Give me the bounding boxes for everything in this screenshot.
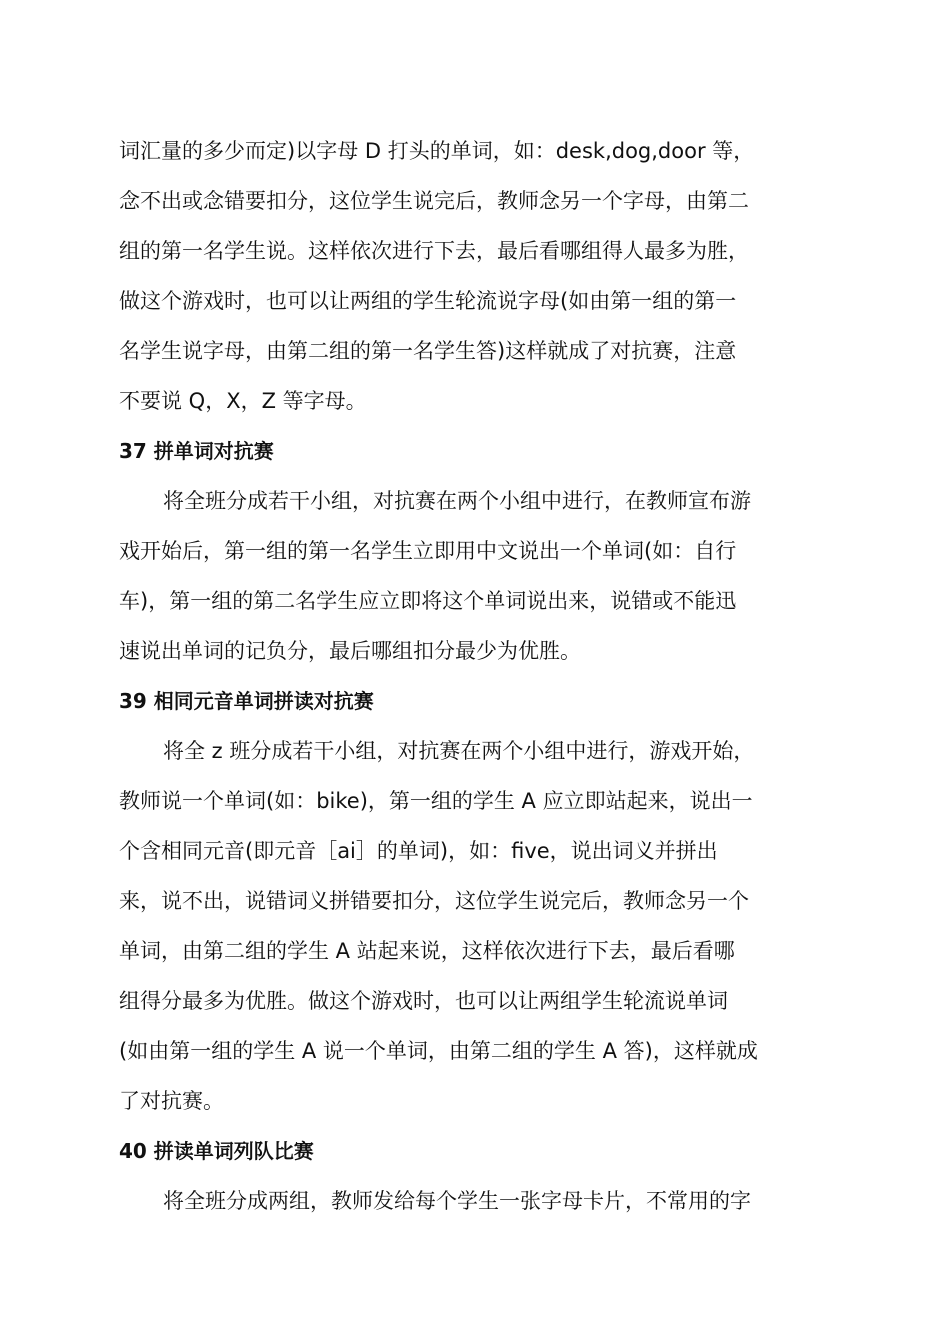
text-line: 将全班分成两组，教师发给每个学生一张字母卡片，不常用的字: [163, 1189, 751, 1213]
document-body: [119, 126, 791, 1226]
text-line: 单词，由第二组的学生 A 站起来说，这样依次进行下去，最后看哪: [119, 939, 735, 963]
text-line: 将全 z 班分成若干小组，对抗赛在两个小组中进行，游戏开始，: [163, 739, 755, 763]
paragraph-37: [119, 476, 791, 676]
text-line: 组的第一名学生说。这样依次进行下去，最后看哪组得人最多为胜，: [119, 239, 749, 263]
text-line: 来，说不出，说错词义拼错要扣分，这位学生说完后，教师念另一个: [119, 889, 749, 913]
paragraph-continuation: [119, 126, 791, 426]
text-line: 戏开始后，第一组的第一名学生立即用中文说出一个单词(如：自行: [119, 539, 737, 563]
text-line: 教师说一个单词(如：bike)，第一组的学生 A 应立即站起来，说出一: [119, 789, 753, 813]
text-line: 将全班分成若干小组，对抗赛在两个小组中进行，在教师宣布游: [163, 489, 751, 513]
section-heading-39: 39 相同元音单词拼读对抗赛: [119, 689, 374, 713]
text-line: 念不出或念错要扣分，这位学生说完后，教师念另一个字母，由第二: [119, 189, 749, 213]
text-line: 做这个游戏时，也可以让两组的学生轮流说字母(如由第一组的第一: [119, 289, 737, 313]
text-line: 速说出单词的记负分，最后哪组扣分最少为优胜。: [119, 639, 581, 663]
paragraph-40: [119, 1176, 791, 1226]
text-line: 个含相同元音(即元音［ai］的单词)，如：five，说出词义并拼出: [119, 839, 718, 863]
text-line: (如由第一组的学生 A 说一个单词，由第二组的学生 A 答)，这样就成: [119, 1039, 758, 1063]
section-heading-37: 37 拼单词对抗赛: [119, 439, 274, 463]
text-line: 不要说 Q，X，Z 等字母。: [119, 389, 367, 413]
text-line: 名学生说字母，由第二组的第一名学生答)这样就成了对抗赛，注意: [119, 339, 737, 363]
text-line: 组得分最多为优胜。做这个游戏时，也可以让两组学生轮流说单词: [119, 989, 728, 1013]
paragraph-39: [119, 726, 791, 1126]
text-line: 车)，第一组的第二名学生应立即将这个单词说出来，说错或不能迅: [119, 589, 737, 613]
section-heading-40: 40 拼读单词列队比赛: [119, 1139, 314, 1163]
text-line: 词汇量的多少而定)以字母 D 打头的单词，如：desk,dog,door 等，: [119, 139, 755, 163]
text-line: 了对抗赛。: [119, 1089, 224, 1113]
